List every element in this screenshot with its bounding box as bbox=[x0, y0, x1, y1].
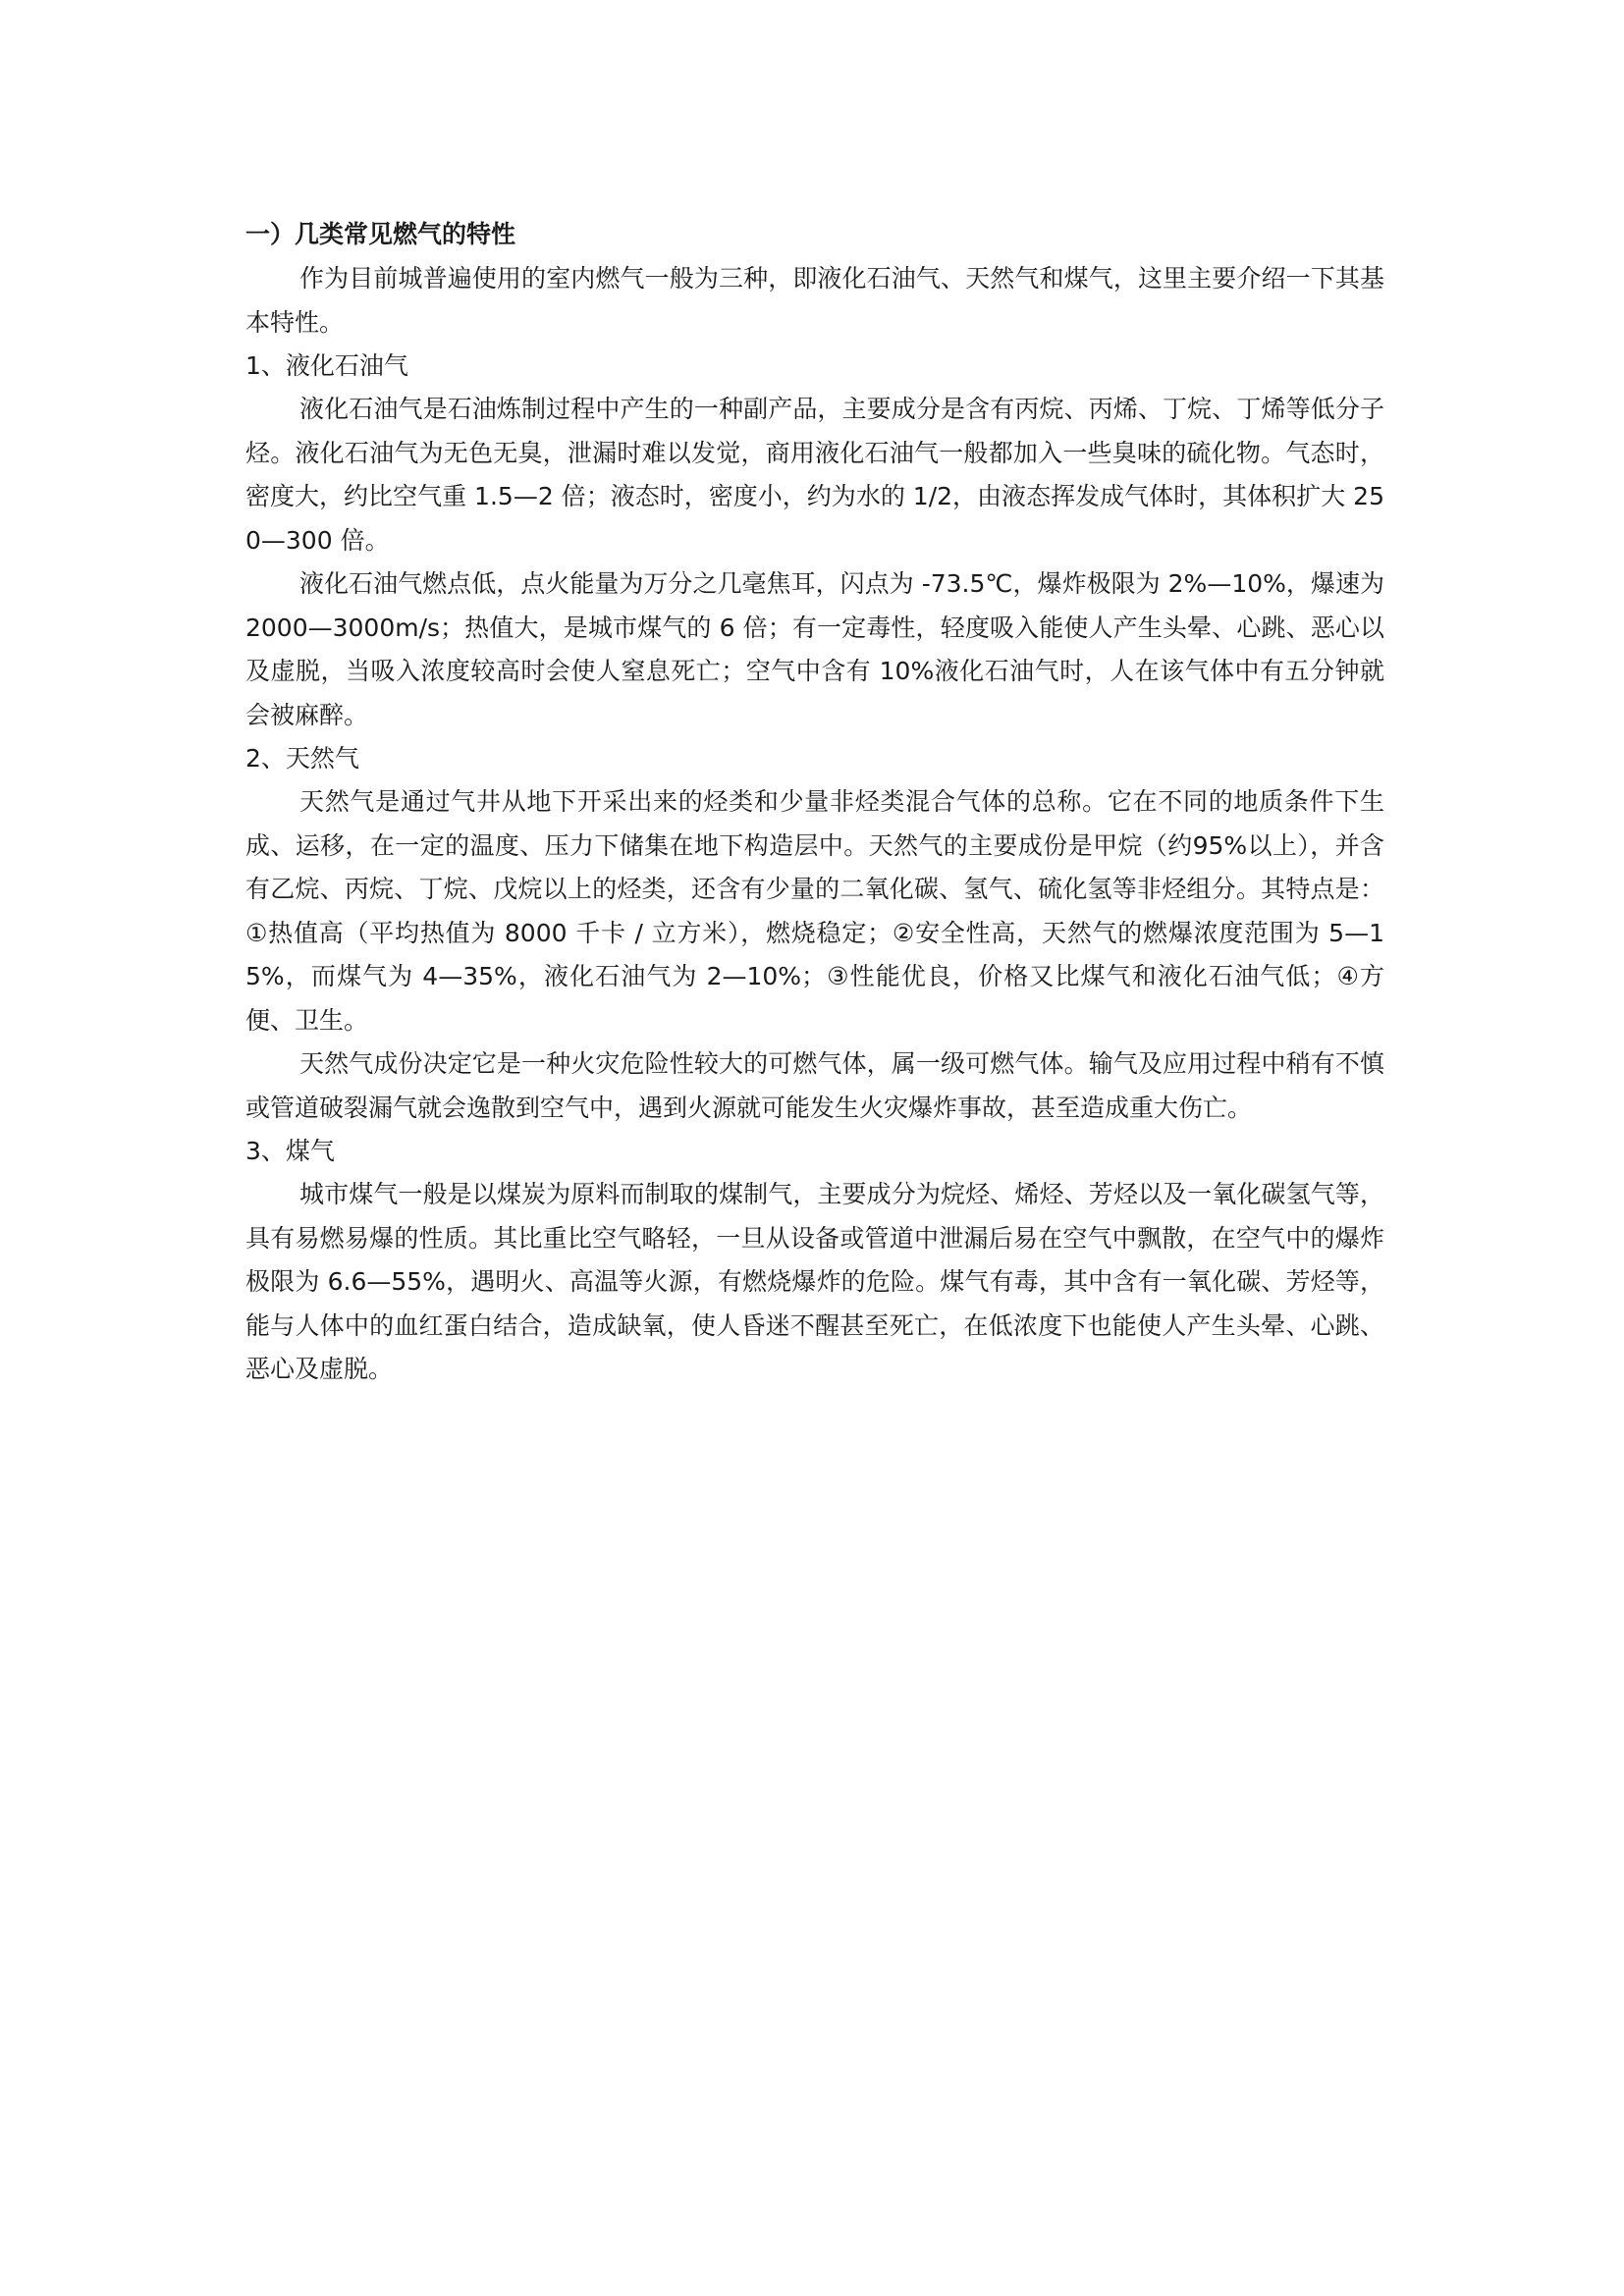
intro-paragraph: 作为目前城普遍使用的室内燃气一般为三种，即液化石油气、天然气和煤气，这里主要介绍一下其基本特性。 bbox=[245, 264, 1384, 337]
section-title-natural-gas: 2、天然气 bbox=[245, 744, 359, 773]
section-lpg bbox=[245, 345, 1384, 737]
natural-gas-paragraph-1: 天然气是通过气井从地下开采出来的烃类和少量非烃类混合气体的总称。它在不同的地质条件下生成、运移，在一定的温度、压力下储集在地下构造层中。天然气的主要成份是甲烷（约95%以上），并含有乙烷、丙烷、丁烷、戊烷以上的烃类，还含有少量的二氧化碳、氢气、硫化氢等非烃组分。其特点是：①热值高（平均热值为 8000 千卡 / 立方米），燃烧稳定；②安全性高，天然气的燃爆浓度范围为 5—15%，而煤气为 4—35%，液化石油气为 2—10%；③性能优良，价格又比煤气和液化石油气低；④方便、卫生。 bbox=[245, 787, 1384, 1035]
section-title-coal-gas: 3、煤气 bbox=[245, 1137, 335, 1165]
document-heading: 一）几类常见燃气的特性 bbox=[245, 220, 516, 248]
document-page bbox=[245, 212, 1384, 1392]
section-coal-gas bbox=[245, 1130, 1384, 1392]
lpg-paragraph-2: 液化石油气燃点低，点火能量为万分之几毫焦耳，闪点为 -73.5℃，爆炸极限为 2%—10%，爆速为 2000—3000m/s；热值大，是城市煤气的 6 倍；有一定毒性，轻度吸入能使人产生头晕、心跳、恶心以及虚脱，当吸入浓度较高时会使人窒息死亡；空气中含有 10%液化石油气时，人在该气体中有五分钟就会被麻醉。 bbox=[245, 569, 1384, 729]
section-natural-gas bbox=[245, 737, 1384, 1130]
natural-gas-paragraph-2: 天然气成份决定它是一种火灾危险性较大的可燃气体，属一级可燃气体。输气及应用过程中稍有不慎或管道破裂漏气就会逸散到空气中，遇到火源就可能发生火灾爆炸事故，甚至造成重大伤亡。 bbox=[245, 1049, 1384, 1122]
coal-gas-paragraph-1: 城市煤气一般是以煤炭为原料而制取的煤制气，主要成分为烷烃、烯烃、芳烃以及一氧化碳氢气等，具有易燃易爆的性质。其比重比空气略轻，一旦从设备或管道中泄漏后易在空气中飘散，在空气中的爆炸极限为 6.6—55%，遇明火、高温等火源，有燃烧爆炸的危险。煤气有毒，其中含有一氧化碳、芳烃等，能与人体中的血红蛋白结合，造成缺氧，使人昏迷不醒甚至死亡，在低浓度下也能使人产生头晕、心跳、恶心及虚脱。 bbox=[245, 1180, 1384, 1383]
lpg-paragraph-1: 液化石油气是石油炼制过程中产生的一种副产品，主要成分是含有丙烷、丙烯、丁烷、丁烯等低分子烃。液化石油气为无色无臭，泄漏时难以发觉，商用液化石油气一般都加入一些臭味的硫化物。气态时，密度大，约比空气重 1.5—2 倍；液态时，密度小，约为水的 1/2，由液态挥发成气体时，其体积扩大 250—300 倍。 bbox=[245, 395, 1384, 555]
section-title-lpg: 1、液化石油气 bbox=[245, 351, 408, 380]
